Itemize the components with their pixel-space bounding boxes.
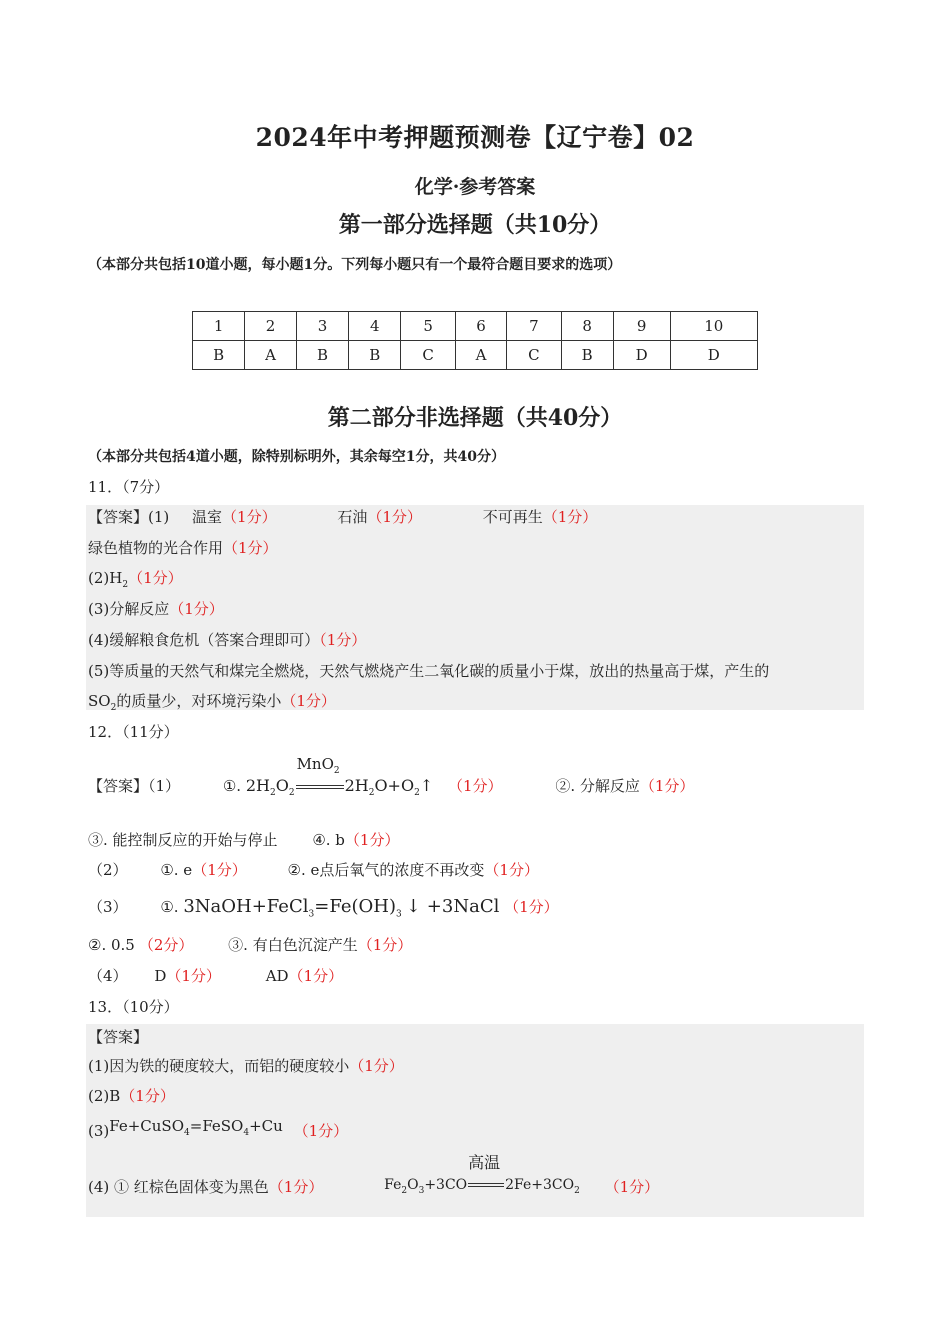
part2-note: （本部分共包括4道小题，除特别标明外，其余每空1分，共40分） <box>88 449 505 465</box>
answer-text: 温室 <box>192 508 223 526</box>
q12-line3 <box>88 860 539 880</box>
score: （1分） <box>268 1178 324 1196</box>
table-cell: D <box>613 341 670 370</box>
score: （1分） <box>639 777 695 795</box>
subscript: 2 <box>110 703 117 713</box>
q11-line2 <box>88 538 278 558</box>
eq-text: MnO <box>296 755 334 773</box>
score: （1分） <box>192 861 247 879</box>
answer-tag: 【答案】(1) <box>88 508 170 526</box>
score: （2分） <box>138 936 194 954</box>
eq-double-line <box>468 1183 504 1187</box>
score: （1分） <box>367 508 422 526</box>
eq-text: +3NaCl <box>426 896 500 917</box>
q11-line5 <box>88 630 366 650</box>
score: （1分） <box>349 1057 404 1075</box>
eq-text: +3CO <box>424 1177 468 1193</box>
answer-text: 不可再生 <box>482 508 543 526</box>
score: （1分） <box>448 777 503 795</box>
table-cell: 10 <box>670 312 757 341</box>
page-subtitle: 化学·参考答案 <box>414 176 536 198</box>
subscript: 2 <box>288 788 295 799</box>
answer-text: （4） <box>88 967 128 985</box>
subscript: 2 <box>122 580 129 590</box>
q11-line7 <box>88 691 336 718</box>
part1-heading: 第一部分选择题（共10分） <box>338 212 612 238</box>
score: （1分） <box>484 861 539 879</box>
table-cell: B <box>561 341 613 370</box>
score: （1分） <box>542 508 598 526</box>
table-cell: 3 <box>296 312 348 341</box>
subscript: 2 <box>368 788 375 799</box>
eq-arrow: ↓ <box>405 896 421 917</box>
table-cell: A <box>455 341 507 370</box>
table-cell: B <box>193 341 245 370</box>
subscript: 2 <box>269 788 276 799</box>
answer-text: ①. <box>160 898 179 916</box>
q12-line5 <box>88 935 412 955</box>
equation-fe-cuso4 <box>109 1116 283 1143</box>
answer-text: (2)B <box>88 1087 121 1105</box>
score: （1分） <box>222 508 277 526</box>
equation-fe2o3-co <box>384 1153 580 1201</box>
subscript: 2 <box>401 1185 408 1196</box>
eq-text: = <box>314 896 330 917</box>
q13-tag: 【答案】 <box>88 1028 149 1046</box>
q13-header: 13．（10分） <box>88 998 179 1016</box>
score: （1分） <box>293 1122 349 1140</box>
q12-line6 <box>88 966 343 986</box>
subscript: 2 <box>333 766 340 776</box>
score: （1分） <box>344 831 400 849</box>
eq-text: = <box>189 1117 203 1135</box>
eq-text: +Cu <box>249 1117 283 1135</box>
table-row-answers <box>193 341 758 370</box>
answer-text: ①. <box>222 777 242 795</box>
table-cell: 2 <box>245 312 297 341</box>
answer-text: （2） <box>88 861 128 879</box>
score: （1分） <box>319 631 367 649</box>
answer-text: D <box>154 967 167 985</box>
answer-text: (3) <box>88 1122 110 1140</box>
answer-text: 的质量少，对环境污染小 <box>116 692 282 710</box>
score: （1分） <box>128 569 183 587</box>
eq-text: 2H <box>344 776 369 795</box>
eq-text: Fe+CuSO <box>109 1117 184 1135</box>
table-cell: 8 <box>561 312 613 341</box>
answer-text: ③. 有白色沉淀产生 <box>228 936 358 954</box>
score: （1分） <box>169 600 224 618</box>
part2-heading: 第二部分非选择题（共40分） <box>327 405 623 431</box>
answer-text: （3） <box>88 898 128 916</box>
q13-line4 <box>88 1153 660 1204</box>
score: （1分） <box>604 1178 660 1196</box>
answer-text: ②. e点后氧气的浓度不再改变 <box>287 861 485 879</box>
subscript: 3 <box>395 909 402 920</box>
eq-text: 2Fe+3CO <box>505 1177 575 1193</box>
q11-line4 <box>88 599 224 619</box>
table-cell: C <box>507 341 561 370</box>
subscript: 3 <box>418 1185 425 1196</box>
table-row-numbers <box>193 312 758 341</box>
table-cell: 5 <box>401 312 455 341</box>
q12-header: 12．（11分） <box>88 723 179 741</box>
q13-line3 <box>88 1117 349 1148</box>
q11-line1 <box>88 507 597 527</box>
answer-text: 绿色植物的光合作用 <box>88 539 224 557</box>
eq-text: 2H <box>245 776 270 795</box>
q11-header: 11．（7分） <box>88 478 170 496</box>
table-cell: 6 <box>455 312 507 341</box>
score: （1分） <box>120 1087 175 1105</box>
eq-text: O <box>275 776 289 795</box>
score: （1分） <box>223 539 278 557</box>
table-cell: C <box>401 341 455 370</box>
q13-line2 <box>88 1086 175 1106</box>
answer-text: (2)H <box>88 569 123 587</box>
answer-text: SO <box>88 692 111 710</box>
subscript: 3 <box>308 909 315 920</box>
page-title: 2024年中考押题预测卷【辽宁卷】02 <box>255 123 695 152</box>
answer-text: (3)分解反应 <box>88 600 170 618</box>
eq-text: Fe(OH) <box>329 896 396 917</box>
table-cell: B <box>296 341 348 370</box>
table-cell: 1 <box>193 312 245 341</box>
table-cell: B <box>349 341 401 370</box>
subscript: 4 <box>243 1128 250 1138</box>
table-cell: 7 <box>507 312 561 341</box>
table-cell: 9 <box>613 312 670 341</box>
answer-text: 石油 <box>337 508 368 526</box>
q12-line1 <box>88 755 695 803</box>
eq-double-line <box>296 785 344 789</box>
equation-h2o2 <box>245 755 434 803</box>
answer-text: ②. 0.5 <box>88 936 135 954</box>
score: （1分） <box>288 967 344 985</box>
eq-text: O <box>407 1177 419 1193</box>
q11-line6: (5)等质量的天然气和煤完全燃烧，天然气燃烧产生二氧化碳的质量小于煤，放出的热量高于煤，产生的 <box>88 662 770 680</box>
answer-text: ④. b <box>312 831 345 849</box>
table-cell: 4 <box>349 312 401 341</box>
subscript: 2 <box>574 1185 580 1196</box>
q11-line3 <box>88 568 183 595</box>
answer-text: (4) ① 红棕色固体变为黑色 <box>88 1178 269 1196</box>
eq-text: Fe <box>384 1177 402 1193</box>
q12-line2 <box>88 830 399 850</box>
score: （1分） <box>357 936 413 954</box>
answer-text: AD <box>265 967 289 985</box>
equation-naoh-fecl3 <box>183 897 499 925</box>
subscript: 4 <box>184 1128 190 1138</box>
eq-condition <box>297 754 340 781</box>
table-cell: A <box>245 341 297 370</box>
answer-text: ②. 分解反应 <box>555 777 640 795</box>
eq-condition: 高温 <box>468 1153 501 1172</box>
eq-arrow: ↑ <box>419 776 434 795</box>
answer-text: (1)因为铁的硬度较大，而铝的硬度较小 <box>88 1057 350 1075</box>
answer-text: (4)缓解粮食危机（答案合理即可） <box>88 631 320 649</box>
score: （1分） <box>281 692 336 710</box>
table-cell: D <box>670 341 757 370</box>
part1-note: （本部分共包括10道小题，每小题1分。下列每小题只有一个最符合题目要求的选项） <box>88 257 622 273</box>
score: （1分） <box>504 898 559 916</box>
eq-text: 3NaOH+FeCl <box>183 896 309 917</box>
score: （1分） <box>166 967 221 985</box>
answer-text: ①. e <box>160 861 193 879</box>
answer-tag: 【答案】（1） <box>88 777 181 795</box>
answer-text: ③. 能控制反应的开始与停止 <box>88 831 278 849</box>
q13-line1 <box>88 1056 404 1076</box>
q12-line4 <box>88 897 559 925</box>
subscript: 2 <box>414 788 420 799</box>
eq-text: FeSO <box>202 1117 244 1135</box>
answer-table <box>192 311 758 370</box>
eq-text: O+O <box>374 776 415 795</box>
